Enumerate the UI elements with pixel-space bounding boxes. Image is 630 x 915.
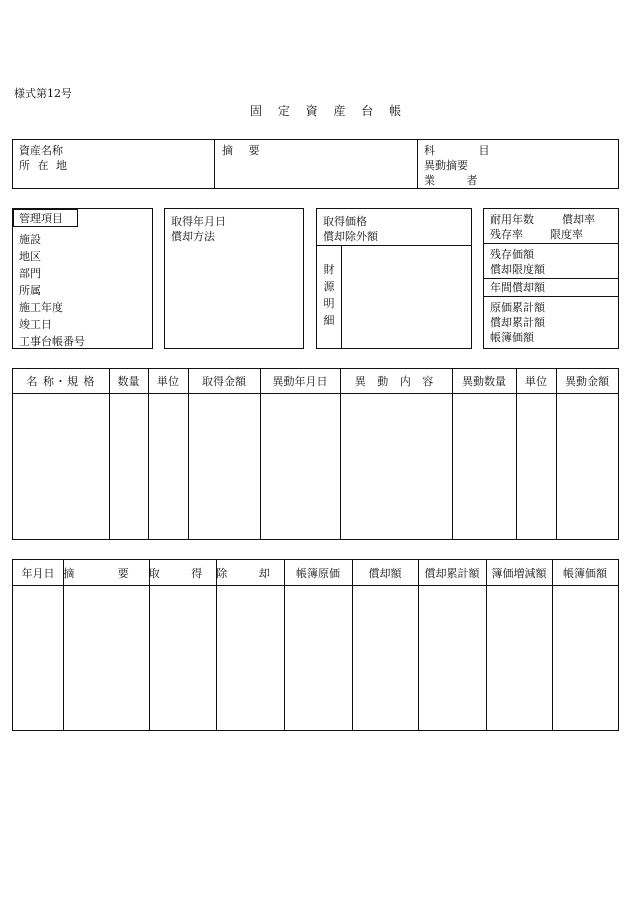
col-header-disposal: 除 却: [216, 566, 284, 580]
depreciation-history-table: [12, 559, 619, 731]
change-summary-label: 異動摘要: [424, 159, 468, 172]
col-header-quantity: 数量: [117, 375, 140, 388]
mgmt-item-department: 部門: [19, 267, 41, 280]
col-header-change-date: 異動年月日: [272, 375, 328, 388]
mgmt-item-construction-year: 施工年度: [19, 301, 63, 314]
subject-label: 科 目: [424, 144, 510, 157]
col-header-book-cost: 帳簿原価: [296, 566, 340, 580]
col-header-summary: 摘 要: [63, 566, 149, 580]
mgmt-item-district: 地区: [19, 250, 41, 263]
cumulative-depreciation-label: 償却累計額: [490, 316, 545, 329]
location-label: 所 在 地: [19, 159, 69, 172]
cumulative-cost-label: 原価累計額: [490, 301, 545, 314]
col-header-book-value-change: 簿価増減額: [491, 566, 547, 580]
residual-rate-label: 残存率: [490, 228, 523, 241]
exclusion-amount-label: 償却除外額: [323, 230, 378, 243]
depreciation-limit-label: 償却限度額: [490, 263, 545, 276]
mgmt-item-affiliation: 所属: [19, 284, 41, 297]
annual-depreciation-label: 年間償却額: [490, 281, 545, 294]
summary-label: 摘 要: [222, 144, 266, 157]
acquisition-price-label: 取得価格: [323, 215, 367, 228]
col-header-change-content: 異 動 内 容: [354, 375, 438, 388]
col-header-date: 年月日: [21, 566, 55, 580]
col-header-book-value: 帳簿価額: [563, 566, 607, 580]
depreciation-rate-label: 償却率: [562, 213, 595, 226]
col-header-change-unit: 単位: [525, 375, 547, 388]
asset-detail-table: [12, 368, 619, 540]
mgmt-item-facility: 施設: [19, 233, 41, 246]
useful-life-label: 耐用年数: [490, 213, 534, 226]
book-value-label: 帳簿価額: [490, 331, 534, 344]
acquisition-date-box: [164, 208, 304, 349]
col-header-change-quantity: 異動数量: [462, 375, 506, 388]
col-header-depreciation: 償却額: [368, 566, 402, 580]
asset-name-label: 資産名称: [19, 144, 63, 157]
residual-value-label: 残存価額: [490, 248, 534, 261]
top-info-box: [12, 139, 619, 189]
mgmt-item-ledger-number: 工事台帳番号: [19, 335, 85, 348]
management-items-box: [12, 208, 153, 349]
management-header: 管理項目: [19, 212, 63, 225]
limit-rate-label: 限度率: [550, 228, 583, 241]
mgmt-item-completion-date: 竣工日: [19, 318, 52, 331]
acquisition-price-box: [316, 208, 472, 349]
depreciation-method-label: 償却方法: [171, 230, 215, 243]
acquisition-date-label: 取得年月日: [171, 215, 226, 228]
funding-details-label: 財 源 明 細: [323, 263, 335, 327]
page-title: 固 定 資 産 台 帳: [250, 104, 408, 118]
form-number: 様式第12号: [14, 87, 72, 100]
vendor-label: 業 者: [424, 174, 492, 187]
col-header-acquisition-amount: 取得金額: [202, 375, 246, 388]
col-header-unit: 単位: [157, 375, 179, 388]
col-header-change-amount: 異動金額: [565, 375, 609, 388]
col-header-name-spec: 名 称・規 格: [26, 375, 96, 388]
col-header-cumulative-depreciation: 償却累計額: [424, 566, 480, 580]
col-header-acquisition: 取 得: [148, 566, 217, 580]
depreciation-box: [483, 208, 619, 349]
